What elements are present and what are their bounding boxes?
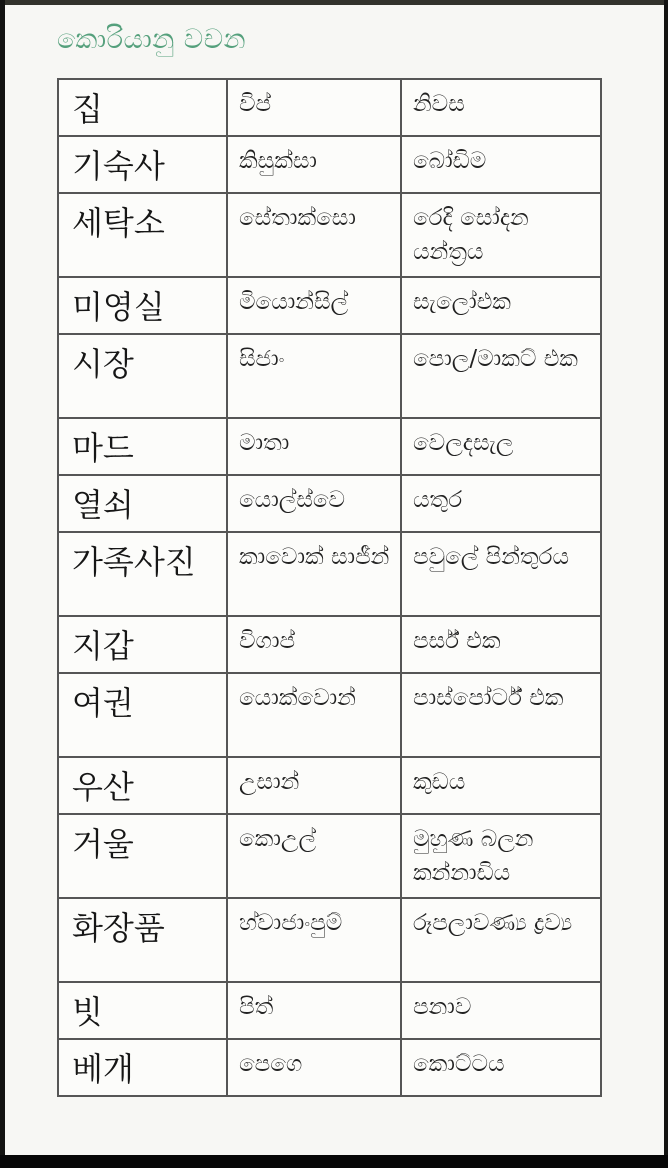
photo-edge-right [664, 0, 668, 1168]
sinhala-pronunciation: කොඋල් [228, 815, 402, 899]
table-row [59, 899, 602, 983]
sinhala-pronunciation: පිත් [228, 983, 402, 1040]
table-row [59, 476, 602, 533]
korean-word: 가족사진 [59, 533, 228, 617]
korean-word: 베개 [59, 1040, 228, 1097]
sinhala-meaning: රෙදි සෝදන යන්ත්‍රය [402, 194, 602, 278]
korean-word: 빗 [59, 983, 228, 1040]
vocabulary-table [57, 78, 602, 1097]
korean-word: 우산 [59, 758, 228, 815]
sinhala-pronunciation: කිසුක්සා [228, 137, 402, 194]
sinhala-meaning: රූපලාවණ්‍ය ද්‍රව්‍ය [402, 899, 602, 983]
korean-word: 여권 [59, 674, 228, 758]
sinhala-meaning: කොට්ටය [402, 1040, 602, 1097]
sinhala-pronunciation: කාවොක් සාජීන් [228, 533, 402, 617]
korean-word: 화장품 [59, 899, 228, 983]
table-row [59, 419, 602, 476]
table-row [59, 80, 602, 137]
sinhala-pronunciation: මියොන්සිල් [228, 278, 402, 335]
sinhala-pronunciation: යොල්ස්වෙ [228, 476, 402, 533]
sinhala-meaning: පවුලේ පින්තුරය [402, 533, 602, 617]
sinhala-pronunciation: හ්වාජාංපුම් [228, 899, 402, 983]
sinhala-pronunciation: සිජාං [228, 335, 402, 419]
sinhala-meaning: යතුර [402, 476, 602, 533]
page-title: කොරියානු වචන [57, 24, 247, 55]
korean-word: 마드 [59, 419, 228, 476]
sinhala-meaning: නිවස [402, 80, 602, 137]
table-row [59, 194, 602, 278]
sinhala-pronunciation: යොක්වොන් [228, 674, 402, 758]
sinhala-pronunciation: විප් [228, 80, 402, 137]
sinhala-pronunciation: මාතා [228, 419, 402, 476]
korean-word: 거울 [59, 815, 228, 899]
table-row [59, 1040, 602, 1097]
table-row [59, 758, 602, 815]
photo-edge-left [0, 0, 5, 1168]
sinhala-meaning: බෝඩිම [402, 137, 602, 194]
korean-word: 기숙사 [59, 137, 228, 194]
korean-word: 미영실 [59, 278, 228, 335]
sinhala-meaning: සැලෝඑක [402, 278, 602, 335]
korean-word: 세탁소 [59, 194, 228, 278]
table-row [59, 533, 602, 617]
sinhala-pronunciation: විගාප් [228, 617, 402, 674]
sinhala-meaning: පාස්පෝර්ට් එක [402, 674, 602, 758]
sinhala-meaning: පර්ස් එක [402, 617, 602, 674]
sinhala-meaning: වෙලදසැල [402, 419, 602, 476]
korean-word: 시장 [59, 335, 228, 419]
table-row [59, 137, 602, 194]
table-row [59, 815, 602, 899]
korean-word: 집 [59, 80, 228, 137]
photo-edge-top [0, 0, 668, 5]
sinhala-pronunciation: සේතාක්සො [228, 194, 402, 278]
sinhala-meaning: පනාව [402, 983, 602, 1040]
table-row [59, 983, 602, 1040]
sinhala-meaning: කුඩය [402, 758, 602, 815]
table-row [59, 674, 602, 758]
table-row [59, 617, 602, 674]
sinhala-pronunciation: උසාන් [228, 758, 402, 815]
korean-word: 지갑 [59, 617, 228, 674]
table-row [59, 335, 602, 419]
photo-edge-bottom [0, 1155, 668, 1168]
korean-word: 열쇠 [59, 476, 228, 533]
sinhala-meaning: මුහුණ බලන කන්නාඩිය [402, 815, 602, 899]
sinhala-meaning: පොල/මාකට් එක [402, 335, 602, 419]
sinhala-pronunciation: පෙගෙ [228, 1040, 402, 1097]
table-row [59, 278, 602, 335]
